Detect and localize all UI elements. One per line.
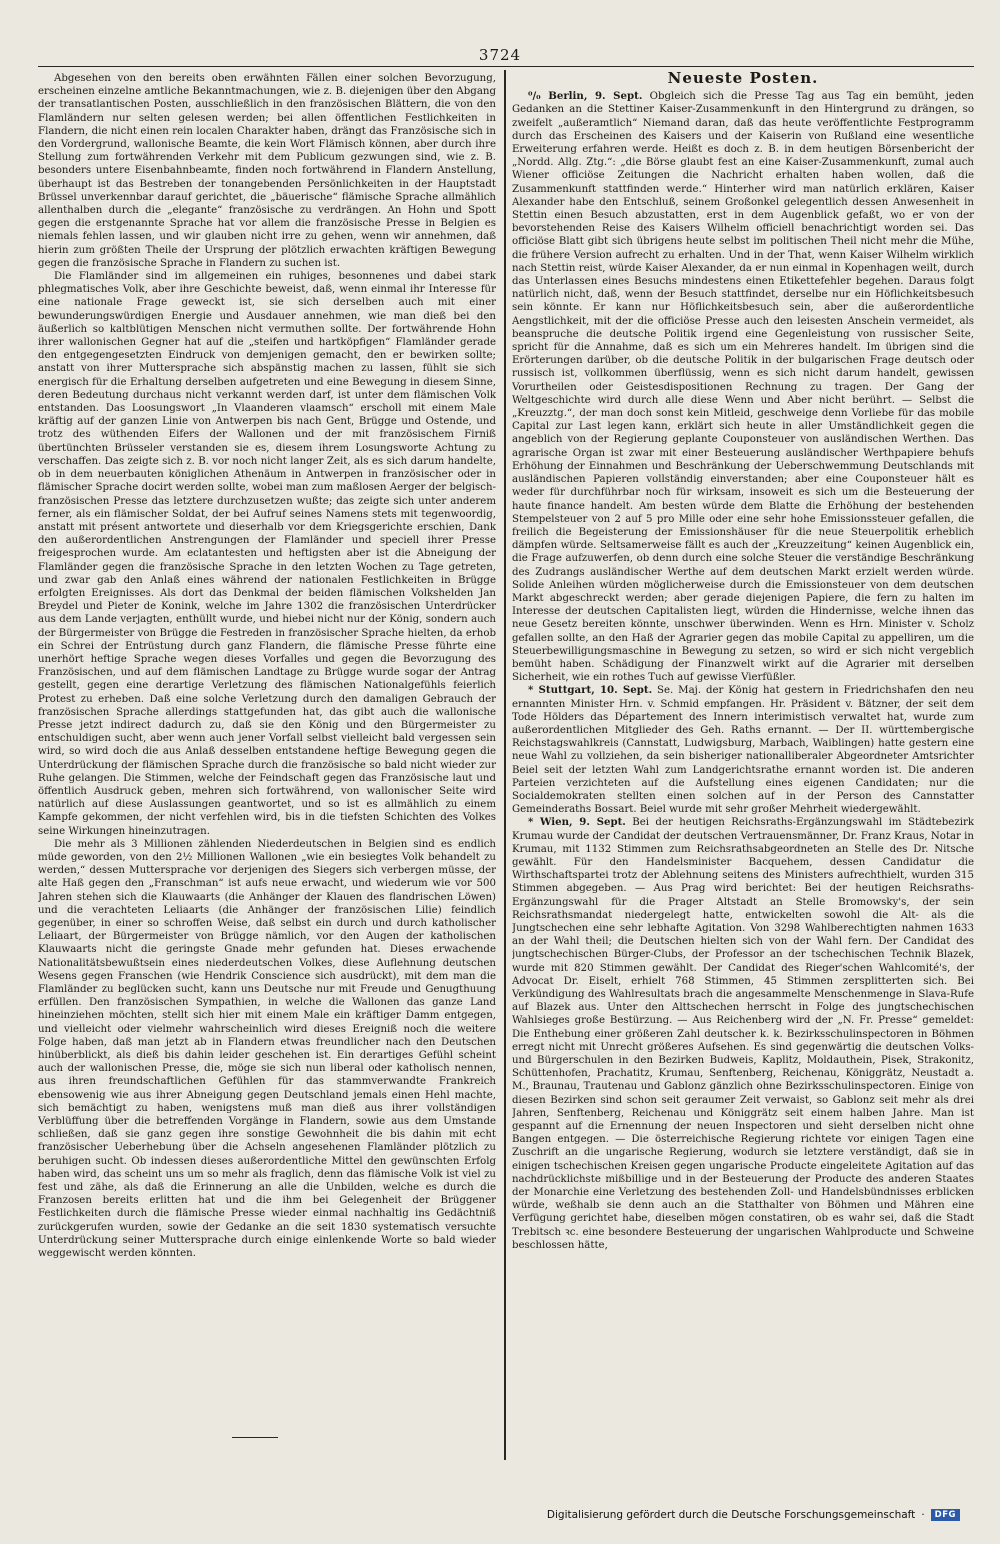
article-end-rule <box>232 1437 278 1438</box>
footer-separator: · <box>921 1509 925 1521</box>
digitization-footer <box>547 1509 960 1521</box>
article-paragraph: Die mehr als 3 Millionen zählenden Niederdeutschen in Belgien sind es endlich müde geworden, von den 2½ Millionen Wallonen „wie ein besiegtes Volk behandelt zu werden,“ dessen Muttersprache vor derjenigen des Siegers sich verbergen müsse, der alte Haß gegen den „Franschman“ ist aufs neue erwacht, und wiederum wie vor 500 Jahren stehen sich die Klauwaarts (die Anhänger der Klauen des flandrischen Löwen) und die verachteten Leliaarts (die Anhänger der französischen Lilie) feindlich gegenüber, in einer so schroffen Weise, daß selbst ein durch und durch katholischer Leliaart, der Bürgermeister von Brügge nämlich, vor den Augen der katholischen Klauwaarts nicht die geringste Gnade mehr gefunden hat. Dieses erwachende Nationalitätsbewußtsein eines niederdeutschen Volkes, diese Auflehnung deutschen Wesens gegen Franschen (wie Hendrik Conscience sich ausdrückt), mit dem man die Flamländer zu beglücken sucht, kann uns Deutsche nur mit Freude und Genugthuung erfüllen. Den französischen Sympathien, in welche die Wallonen das ganze Land hineinziehen möchten, stellt sich hier mit einem Male ein kräftiger Damm entgegen, und vielleicht oder vielmehr wahrscheinlich wird dieses Ereigniß noch die weitere Folge haben, daß man jetzt ab in Flandern etwas freundlicher nach den Deutschen hinüberblickt, als dieß bis dahin leider geschehen ist. Ein derartiges Gefühl scheint auch der wallonischen Presse, die, möge sie sich nun liberal oder katholisch nennen, aus ihren freundschaftlichen Gefühlen für das stammverwandte Frankreich ebensowenig wie aus ihrer Abneigung gegen Deutschland jemals einen Hehl machte, sich bemächtigt zu haben, wenigstens muß man dieß aus ihrer vollständigen Verblüffung über die betreffenden Vorgänge in Flandern, sowie aus dem Umstande schließen, daß sie ganz gegen ihre sonstige Gewohnheit die bis dahin mit echt französischer Ueberhebung über die Achseln angesehenen Flamländer plötzlich zu beruhigen sucht. Ob indessen dieses außerordentliche Mittel den gewünschten Erfolg haben wird, das scheint uns um so mehr als fraglich, denn das flämische Volk ist viel zu fest und zähe, als daß die Erinnerung an alle die Unbilden, welche es durch die Franzosen bereits erlitten hat und die ihm bei Gelegenheit der Brüggener Festlichkeiten durch die flämische Presse wieder einmal nachhaltig ins Gedächtniß zurückgerufen wurden, sowie der Gedanke an die seit 1830 systematisch versuchte Unterdrückung seiner Muttersprache durch einige einlenkende Worte so bald wieder weggewischt werden könnten. <box>38 838 496 1260</box>
article-paragraph: Die Flamländer sind im allgemeinen ein ruhiges, besonnenes und dabei stark phlegmatisches Volk, aber ihre Geschichte beweist, daß, wenn einmal ihr Interesse für eine nationale Frage geweckt ist, sie sich derselben auch mit einer bewunderungswürdigen Energie und Ausdauer annehmen, wie man dieß bei den äußerlich so kaltblütigen Menschen nicht vermuthen sollte. Der fortwährende Hohn ihrer wallonischen Gegner hat auf die „steifen und hartköpfigen“ Flamländer gerade den entgegengesetzten Eindruck von demjenigen gemacht, den er bewirken sollte; anstatt von ihrer Muttersprache sich abspänstig machen zu lassen, fühlt sie sich energisch für die Erhaltung derselben aufgetreten und eine Bewegung in diesem Sinne, deren Bedeutung durchaus nicht verkannt werden darf, ist unter dem flämischen Volk entstanden. Das Loosungswort „In Vlaanderen vlaamsch“ erscholl mit einem Male kräftig auf der ganzen Linie von Antwerpen bis nach Gent, Brügge und Ostende, und trotz des wüthenden Eifers der Wallonen und der mit französischem Firniß übertünchten Brüsseler verstanden sie es, diesem ihrem Losungsworte Achtung zu verschaffen. Das zeigte sich z. B. vor noch nicht langer Zeit, als es sich darum handelte, ob in dem neuerbauten königlichen Athenäum in Antwerpen in französischer oder in flämischer Sprache docirt werden sollte, wobei man zum maßlosen Aerger der belgisch-französischen Presse das letztere durchzusetzen wußte; das zeigte sich unter anderem ferner, als ein flämischer Soldat, der bei Aufruf seines Namens stets mit tegenwoordig, anstatt mit présent antwortete und dieserhalb vor dem Kriegsgerichte erschien, Dank den außerordentlichen Anstrengungen der Flamländer und speciell ihrer Presse freigesprochen wurde. Am eclatantesten und heftigsten aber ist die Abneigung der Flamländer gegen die französische Sprache in den letzten Wochen zu Tage getreten, und zwar gab den Anlaß eines während der nationalen Festlichkeiten in Brügge erfolgten Ereignisses. Als dort das Denkmal der beiden flämischen Volkshelden Jan Breydel und Pieter de Konink, welche im Jahre 1302 die französischen Unterdrücker aus dem Lande verjagten, enthüllt wurde, und hiebei nicht nur der König, sondern auch der Bürgermeister von Brügge die Festreden in französischer Sprache hielten, da erhob ein Schrei der Entrüstung durch ganz Flandern, die flämische Presse führte eine unerhört heftige Sprache wegen dieses Vorfalles und gegen die Bevorzugung des Französischen, und auf dem flämischen Landtage zu Brügge wurde sogar der Antrag gestellt, gegen eine derartige Verletzung des flämischen Nationalgefühls feierlich Protest zu erheben. Daß eine solche Verletzung durch den damaligen Gebrauch der französischen Sprache allerdings stattgefunden hat, das gibt auch die wallonische Presse jetzt indirect dadurch zu, daß sie den König und den Bürgermeister zu entschuldigen sucht, aber wenn auch jener Vorfall selbst vielleicht bald vergessen sein wird, so wird doch die aus Anlaß desselben entstandene heftige Bewegung gegen die Unterdrückung der flämischen Sprache durch die französische so bald nicht wieder zur Ruhe gelangen. Die Stimmen, welche der Feindschaft gegen das Französische laut und öffentlich Ausdruck geben, mehren sich fortwährend, von wallonischer Seite wird natürlich auf diese Auslassungen geantwortet, und so ist es allmählich zu einem Kampfe gekommen, der nicht verfehlen wird, bis in die tiefsten Schichten des Volkes seine Wirkungen hineinzutragen. <box>38 271 496 837</box>
page-number: 3724 <box>478 46 522 64</box>
news-text: Bei der heutigen Reichsraths-Ergänzungswahl im Städtebezirk Krumau wurde der Candidat der deutschen Vertrauensmänner, Dr. Franz Kraus, Notar in Krumau, mit 1132 Stimmen zum Reichsrathsabgeordneten an Stelle des Dr. Nitsche gewählt. Für den Handelsminister Bacquehem, dessen Candidatur die Wirthschaftspartei trotz der Ablehnung seitens des Ministers aufrechthielt, wurden 315 Stimmen abgegeben. — Aus Prag wird berichtet: Bei der heutigen Reichsraths-Ergänzungswahl für die Prager Altstadt an Stelle Bromowsky's, der sein Reichsrathsmandat niedergelegt hatte, entwickelten sowohl die Alt- als die Jungtschechen eine sehr lebhafte Agitation. Von 3298 Wahlberechtigten nahmen 1633 an der Wahl theil; die Deutschen hielten sich von der Wahl fern. Der Candidat des jungtschechischen Bürger-Clubs, der Professor an der tschechischen Technik Blazek, wurde mit 820 Stimmen gewählt. Der Candidat des Rieger'schen Wahlcomité's, der Advocat Dr. Eiselt, erhielt 768 Stimmen, 45 Stimmen zersplitterten sich. Bei Verkündigung des Wahlresultats brach die angesammelte Menschenmenge in Slava-Rufe auf Blazek aus. Unter den Alttschechen herrscht in Folge des jungtschechischen Wahlsieges große Bestürzung. — Aus Reichenberg wird der „N. Fr. Presse“ gemeldet: Die Enthebung einer größeren Zahl deutscher k. k. Bezirksschulinspectoren in Böhmen erregt nicht mit Unrecht größeres Aufsehen. Es sind gegenwärtig die deutschen Volks- und Bürgerschulen in den Bezirken Budweis, Kaplitz, Moldauthein, Pisek, Strakonitz, Schüttenhofen, Prachatitz, Krumau, Senftenberg, Reichenau, Königgrätz, Neustadt a. M., Braunau, Trautenau und Gablonz gänzlich ohne Bezirksschulinspectoren. Einige von diesen Bezirken sind schon seit geraumer Zeit verwaist, so Gablonz seit mehr als drei Jahren, Senftenberg, Reichenau und Königgrätz seit einem halben Jahre. Man ist gespannt auf die Ernennung der neuen Inspectoren und sieht derselben nicht ohne Bangen entgegen. — Die österreichische Regierung richtete vor einigen Tagen eine Zuschrift an die ungarische Regierung, wodurch sie letztere verständigt, daß sie in einigen tschechischen Kreisen gegen ungarische Producte eingeleitete Agitation auf das nachdrücklichste mißbillige und in der Besteuerung der Producte des anderen Staates der Monarchie eine Verletzung des bestehenden Zoll- und Handelsbündnisses erblicken würde, weßhalb sie denn auch an die Statthalter von Böhmen und Mähren eine Verfügung gerichtet habe, dieselben mögen constatiren, ob es wahr sei, daß die Stadt Trebitsch ꝛc. eine besondere Besteuerung der ungarischen Wahlproducte und Schweine beschlossen hätte, <box>512 817 974 1251</box>
news-item <box>512 816 974 1252</box>
section-title: Neueste Posten. <box>667 72 819 87</box>
right-column <box>512 72 974 1467</box>
news-text: Se. Maj. der König hat gestern in Friedrichshafen den neu ernannten Minister Hrn. v. Schmid empfangen. Hr. Präsident v. Bätzner, der seit dem Tode Hölders das Département des Innern interimistisch verwaltet hat, wurde zum außerordentlichen Mitglieder des Geh. Raths ernannt. — Der II. württembergische Reichstagswahlkreis (Cannstatt, Ludwigsburg, Marbach, Waiblingen) hatte gestern eine neue Wahl zu vollziehen, da sein bisheriger nationalliberaler Abgeordneter Amtsrichter Beiel seit der letzten Wahl zum Landgerichtsrathe ernannt worden ist. Die anderen Parteien verzichteten auf die Aufstellung eines eigenen Candidaten; nur die Socialdemokraten stellten einen solchen auf in der Person des Cannstatter Gemeinderaths Bossart. Beiel wurde mit sehr großer Mehrheit wiedergewählt. <box>512 685 974 816</box>
article-paragraph: Abgesehen von den bereits oben erwähnten Fällen einer solchen Bevorzugung, erscheinen einzelne amtliche Bekanntmachungen, wie z. B. diejenigen über den Abgang der transatlantischen Posten, ausschließlich in den französischen Blättern, die von den Flamländern nur selten gelesen werden; bei allen öffentlichen Festlichkeiten in Flandern, die nicht einen rein localen Charakter haben, drängt das Französische sich in den Vordergrund, wallonische Beamte, die kein Wort Flämisch können, aber durch ihre Stellung zum fortwährenden Verkehr mit dem Publicum gezwungen sind, wie z. B. besonders untere Eisenbahnbeamte, finden noch fortwährend in Flandern Anstellung, überhaupt ist das Bestreben der tonangebenden Persönlichkeiten in der Hauptstadt Brüssel unverkennbar darauf gerichtet, die „bäuerische“ flämische Sprache allmählich allenthalben durch die „elegante“ französische zu verdrängen. An Hohn und Spott gegen die erstgenannte Sprache hat vor allem die französische Presse in Belgien es niemals fehlen lassen, und wir glauben nicht irre zu gehen, wenn wir annehmen, daß hierin zum größten Theile der Ursprung der plötzlich erwachten kräftigen Bewegung gegen die französische Sprache in Flandern zu suchen ist. <box>38 73 496 269</box>
footer-credit: Digitalisierung gefördert durch die Deutsche Forschungsgemeinschaft <box>546 1509 916 1521</box>
dfg-logo: DFG <box>931 1509 960 1521</box>
news-text: Obgleich sich die Presse Tag aus Tag ein bemüht, jeden Gedanken an die Stettiner Kaiser-Zusammenkunft in den Hintergrund zu drängen, so zweifelt „außeramtlich“ Niemand daran, daß das heute veröffentlichte Festprogramm durch das Erscheinen des Kaisers und der Kaiserin von Rußland eine wesentliche Erweiterung erfahren werde. Heißt es doch z. B. in dem heutigen Börsenbericht der „Nordd. Allg. Ztg.“: „die Börse glaubt fest an eine Kaiser-Zusammenkunft, zumal auch Wiener officiöse Zeitungen die Nachricht erhalten haben wollen, daß die Zusammenkunft stattfinden werde.“ Hinterher wird man natürlich erklären, Kaiser Alexander habe den Entschluß, seinem Großonkel gelegentlich dessen Anwesenheit in Stettin einen Besuch abzustatten, erst in dem Augenblick gefaßt, wo er von der bevorstehenden Reise des Kaisers Wilhelm officiell benachrichtigt worden sei. Das officiöse Blatt gibt sich übrigens heute selbst im politischen Theil nicht mehr die Mühe, die frühere Version aufrecht zu erhalten. Und in der That, wenn Kaiser Wilhelm wirklich nach Stettin reist, würde Kaiser Alexander, da er nun einmal in Kopenhagen weilt, durch das Unterlassen eines Besuchs mindestens einen Etikettefehler begehen. Daraus folgt natürlich nicht, daß, wenn der Besuch stattfindet, derselbe nur ein Höflichkeitsbesuch sein könnte. Er kann nur Höflichkeitsbesuch sein, aber die außerordentliche Aengstlichkeit, mit der die officiöse Presse auch den leisesten Anschein vermeidet, als beanspruche die deutsche Politik irgend eine Gegenleistung von russischer Seite, spricht für die Annahme, daß es sich um ein Mehreres handelt. Im übrigen sind die Erörterungen darüber, ob die deutsche Politik in der bulgarischen Frage deutsch oder russisch ist, vollkommen überflüssig, wenn es sich nicht darum handelt, gewissen Vorurtheilen oder Geistesdispositionen Rechnung zu tragen. Der Gang der Weltgeschichte wird durch alle diese Wenn und Aber nicht berührt. — Selbst die „Kreuzztg.“, der man doch sonst kein Mitleid, geschweige denn Vorliebe für das mobile Capital zur Last legen kann, erklärt sich heute in aller Umständlichkeit gegen die angeblich von der Regierung geplante Couponsteuer von ausländischen Werthen. Das agrarische Organ ist zwar mit einer Besteuerung ausländischer Werthpapiere behufs Erhöhung der Einnahmen und Beschränkung der Ueberschwemmung Deutschlands mit ausländischen Papieren vollständig einverstanden; aber eine Couponsteuer hält es weder für durchführbar noch für wirksam, insoweit es sich um die Besteuerung der haute finance handelt. Am besten würde dem Blatte die Erhöhung der bestehenden Stempelsteuer von 2 auf 5 pro Mille oder eine sehr hohe Emissionssteuer gefallen, die freilich die Begeisterung der Emissionshäuser für die neue Steuerpolitik erheblich dämpfen würde. Seltsamerweise fällt es auch der „Kreuzzeitung“ keinen Augenblick ein, die Frage aufzuwerfen, ob denn durch eine solche Steuer die verständige Beschränkung des Zudrangs ausländischer Werthe auf dem deutschen Markt erzielt werden würde. Solide Anleihen würden möglicherweise durch die Emissionsteuer von dem deutschen Markt abgeschreckt werden; aber gerade diejenigen Papiere, die fern zu halten im Interesse der deutschen Capitalisten liegt, würden die Hindernisse, welche ihnen das neue Gesetz bereiten könnte, unschwer überwinden. Wenn es Hrn. Minister v. Scholz gefallen sollte, an den Haß der Agrarier gegen das mobile Capital zu appelliren, um die Steuerbewilligungsmaschine in Bewegung zu setzen, so wird er sich nicht vergeblich bemüht haben. Schädigung der Finanzwelt wirkt auf die Agrarier mit derselben Sicherheit, wie ein rothes Tuch auf gewisse Vierfüßler. <box>512 91 974 684</box>
news-dateline: * Stuttgart, 10. Sept. <box>528 684 653 697</box>
news-item <box>512 90 974 684</box>
news-item <box>512 684 974 816</box>
header-rule <box>38 66 974 67</box>
news-dateline: * Wien, 9. Sept. <box>528 816 626 829</box>
news-dateline: ⁰/₀ Berlin, 9. Sept. <box>528 90 643 103</box>
left-column <box>38 72 496 1467</box>
column-divider <box>504 70 506 1460</box>
